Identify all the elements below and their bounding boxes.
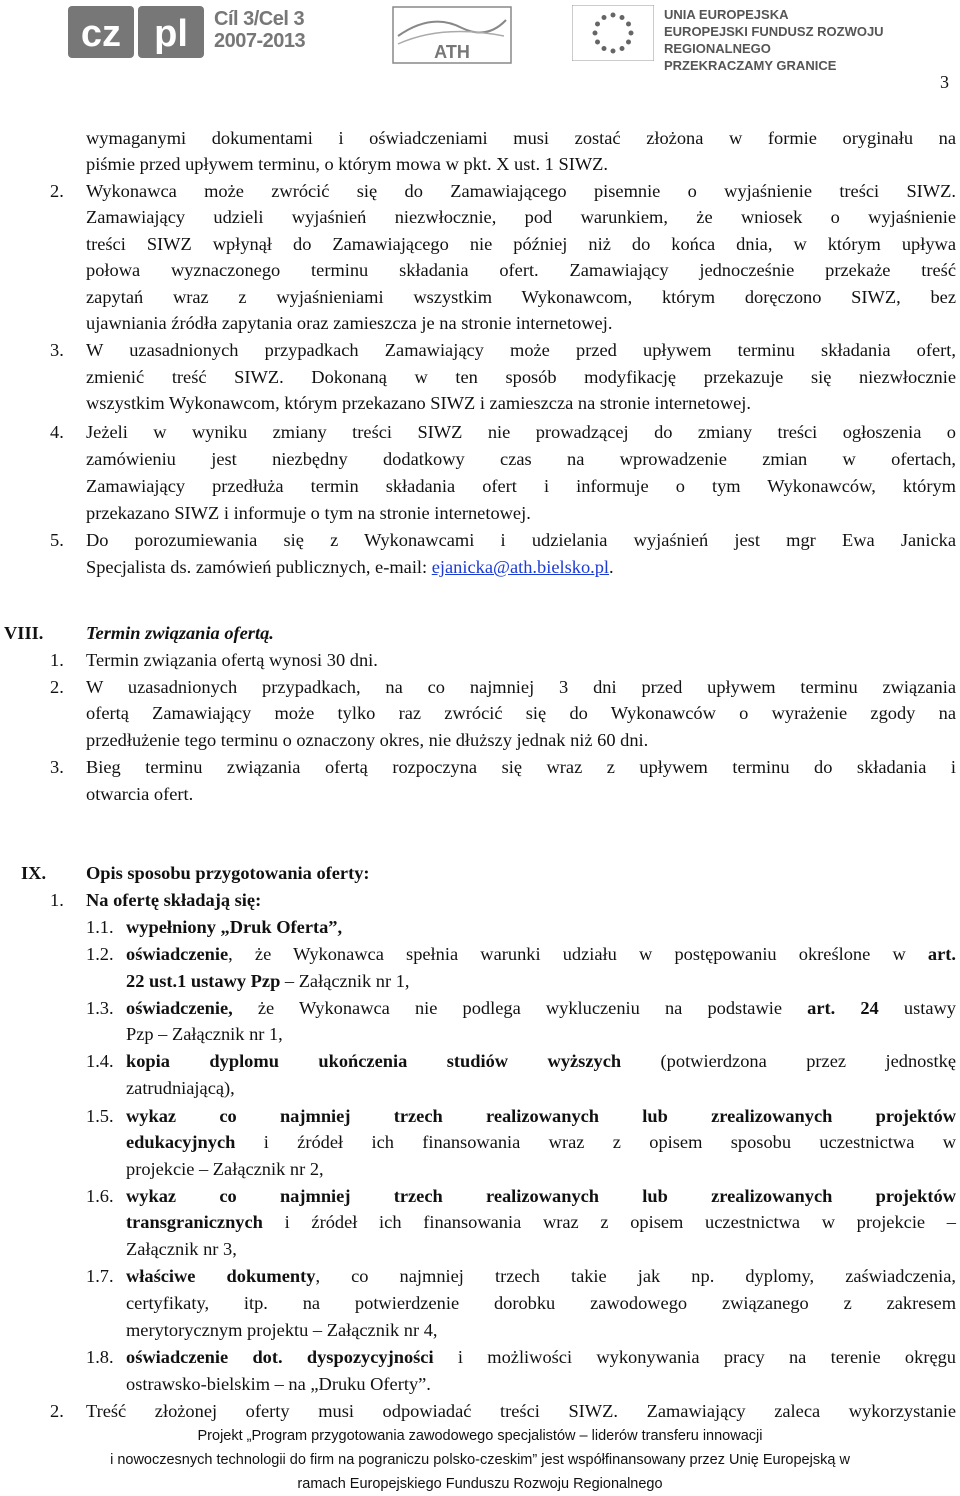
cil-line1: Cíl 3/Cel 3: [214, 8, 305, 30]
sub-number: 1.4.: [86, 1051, 114, 1071]
bold-text: kopia dyplomu ukończenia studiów wyższych: [126, 1051, 622, 1071]
bold-text: art.: [927, 944, 956, 964]
body-line: W uzasadnionych przypadkach Zamawiający może przed upływem terminu składania ofert,: [86, 340, 956, 360]
body-line: Pzp – Załącznik nr 1,: [126, 1024, 283, 1044]
sub-number: 1.2.: [86, 944, 114, 964]
sub-number: 1.6.: [86, 1186, 114, 1206]
body-text: , co najmniej trzech takie jak np. dyplomy, zaświadczenia,: [315, 1266, 957, 1286]
section-number: VIII.: [4, 623, 44, 643]
body-line: Termin związania ofertą wynosi 30 dni.: [86, 650, 378, 670]
svg-text:ATH: ATH: [434, 42, 470, 62]
sub-number: 1.5.: [86, 1106, 114, 1126]
eu-line1: UNIA EUROPEJSKA: [664, 7, 789, 22]
body-line: wykaz co najmniej trzech realizowanych lub zrealizowanych projektów: [126, 1186, 956, 1206]
body-text: (potwierdzona przez jednostkę: [621, 1051, 956, 1071]
list-number: 1.: [50, 650, 64, 670]
body-line: przedłużenie tego terminu o oznaczony okres, nie dłuższy jednak niż 60 dni.: [86, 730, 649, 750]
body-line: zmienić treść SIWZ. Dokonaną w ten sposób modyfikację przekazuje się niezwłocznie: [86, 367, 956, 387]
body-line: [126, 941, 956, 967]
body-line: projekcie – Załącznik nr 2,: [126, 1159, 324, 1179]
section-title: Termin związania ofertą.: [86, 623, 274, 643]
body-line: Załącznik nr 3,: [126, 1239, 237, 1259]
eu-line2: EUROPEJSKI FUNDUSZ ROZWOJU REGIONALNEGO: [664, 24, 884, 56]
body-line: Bieg terminu związania ofertą rozpoczyna się wraz z upływem terminu do składania i: [86, 757, 956, 777]
cil-line2: 2007-2013: [214, 30, 306, 52]
body-line: Zamawiający udzieli wyjaśnień niezwłocznie, pod warunkiem, że wniosek o wyjaśnienie: [86, 207, 956, 227]
list-number: 3.: [50, 757, 64, 777]
list-number: 1.: [50, 890, 64, 910]
body-text: – Załącznik nr 1,: [280, 971, 410, 991]
list-number: 4.: [50, 422, 64, 442]
body-line: ujawniania źródła zapytania oraz zamieszcza je na stronie internetowej.: [86, 313, 613, 333]
body-line: [86, 554, 614, 580]
sub-number: 1.7.: [86, 1266, 114, 1286]
bold-text: edukacyjnych: [126, 1132, 236, 1152]
body-line: zapytań wraz z wyjaśnieniami wszystkim Wykonawcom, którym doręczono SIWZ, bez: [86, 287, 956, 307]
list-number: 2.: [50, 677, 64, 697]
czpl-logo: [66, 4, 206, 60]
bold-text: właściwe dokumenty: [126, 1266, 316, 1286]
body-text: .: [609, 557, 614, 577]
body-line: [126, 1263, 956, 1289]
page-footer: [0, 1424, 960, 1496]
bold-text: oświadczenie,: [126, 998, 233, 1018]
body-line: merytorycznym projektu – Załącznik nr 4,: [126, 1320, 438, 1340]
body-line: wszystkim Wykonawcom, którym przekazano SIWZ i zamieszcza na stronie internetowej.: [86, 393, 751, 413]
body-line: [126, 1048, 956, 1074]
body-line: zatrudniającą),: [126, 1078, 235, 1098]
body-line: Do porozumiewania się z Wykonawcami i udzielania wyjaśnień jest mgr Ewa Janicka: [86, 530, 956, 550]
body-line: Na ofertę składają się:: [86, 890, 262, 910]
list-number: 2.: [50, 181, 64, 201]
body-text: i możliwości wykonywania pracy na terenie okręgu: [433, 1347, 956, 1367]
body-line: [126, 1209, 956, 1235]
footer-line: i nowoczesnych technologii do firm na pograniczu polsko-czeskim” jest współfinansowany przez Unię Europejską w: [110, 1452, 850, 1468]
body-text: Specjalista ds. zamówień publicznych, e-mail:: [86, 557, 432, 577]
body-line: zamówieniu jest niezbędny dodatkowy czas na wprowadzenie zmian w ofertach,: [86, 449, 956, 469]
page-header: [0, 0, 960, 72]
footer-line: Projekt „Program przygotowania zawodowego specjalistów – liderów transferu innowacji: [197, 1428, 763, 1444]
body-line: wymaganymi dokumentami i oświadczeniami musi zostać złożona w formie oryginału na: [86, 128, 956, 148]
ath-logo: [392, 6, 512, 64]
bold-text: 22 ust.1 ustawy Pzp: [126, 971, 281, 991]
body-line: Treść złożonej oferty musi odpowiadać treści SIWZ. Zamawiający zaleca wykorzystanie: [86, 1401, 956, 1421]
body-text: ustawy: [878, 998, 956, 1018]
section-number: IX.: [21, 863, 47, 883]
list-number: 5.: [50, 530, 64, 550]
body-line: W uzasadnionych przypadkach, na co najmniej 3 dni przed upływem terminu związania: [86, 677, 956, 697]
body-line: ostrawsko-bielskim – na „Druku Oferty”.: [126, 1374, 431, 1394]
body-line: treści SIWZ wpłynął do Zamawiającego nie później niż do końca dnia, w którym upływa: [86, 234, 956, 254]
body-line: [126, 1129, 956, 1155]
body-line: wykaz co najmniej trzech realizowanych lub zrealizowanych projektów: [126, 1106, 956, 1126]
body-line: wypełniony „Druk Oferta”,: [126, 917, 343, 937]
bold-text: transgranicznych: [126, 1212, 263, 1232]
body-line: [126, 968, 410, 994]
body-line: [126, 995, 956, 1021]
body-line: piśmie przed upływem terminu, o którym mowa w pkt. X ust. 1 SIWZ.: [86, 154, 609, 174]
svg-text:pl: pl: [154, 13, 188, 55]
svg-text:cz: cz: [80, 13, 122, 55]
body-line: certyfikaty, itp. na potwierdzenie dorobku zawodowego związanego z zakresem: [126, 1293, 956, 1313]
body-text: i źródeł ich finansowania wraz z opisem sposobu uczestnictwa w: [235, 1132, 956, 1152]
section-title: Opis sposobu przygotowania oferty:: [86, 863, 370, 883]
body-line: przekazano SIWZ i informuje o tym na stronie internetowej.: [86, 503, 531, 523]
sub-number: 1.3.: [86, 998, 114, 1018]
body-text: że Wykonawca nie podlega wykluczeniu na podstawie: [232, 998, 808, 1018]
sub-number: 1.8.: [86, 1347, 114, 1367]
body-text: , że Wykonawca spełnia warunki udziału w postępowaniu określone w: [228, 944, 928, 964]
eu-line3: PRZEKRACZAMY GRANICE: [664, 58, 837, 73]
body-line: połowa wyznaczonego terminu składania ofert. Zamawiający jednocześnie przekaże treść: [86, 260, 956, 280]
bold-text: oświadczenie: [126, 944, 229, 964]
email-link[interactable]: ejanicka@ath.bielsko.pl: [431, 557, 610, 577]
cil-logo-text: [214, 8, 305, 52]
body-line: Wykonawca może zwrócić się do Zamawiającego pisemnie o wyjaśnienie treści SIWZ.: [86, 181, 956, 201]
body-line: [126, 1344, 956, 1370]
page-number: 3: [940, 72, 949, 92]
sub-number: 1.1.: [86, 917, 114, 937]
eu-flag-icon: [572, 5, 654, 61]
bold-text: art. 24: [807, 998, 879, 1018]
body-line: Zamawiający przedłuża termin składania ofert i informuje o tym Wykonawców, którym: [86, 476, 956, 496]
bold-text: oświadczenie dot. dyspozycyjności: [126, 1347, 434, 1367]
footer-line: ramach Europejskiego Funduszu Rozwoju Regionalnego: [297, 1476, 663, 1492]
body-text: i źródeł ich finansowania wraz z opisem uczestnictwa w projekcie –: [262, 1212, 956, 1232]
body-line: otwarcia ofert.: [86, 784, 194, 804]
eu-text: [664, 6, 960, 74]
list-number: 3.: [50, 340, 64, 360]
body-line: ofertą Zamawiający może tylko raz zwrócić się do Wykonawców o wyrażenie zgody na: [86, 703, 956, 723]
list-number: 2.: [50, 1401, 64, 1421]
body-line: Jeżeli w wyniku zmiany treści SIWZ nie prowadzącej do zmiany treści ogłoszenia o: [86, 422, 956, 442]
